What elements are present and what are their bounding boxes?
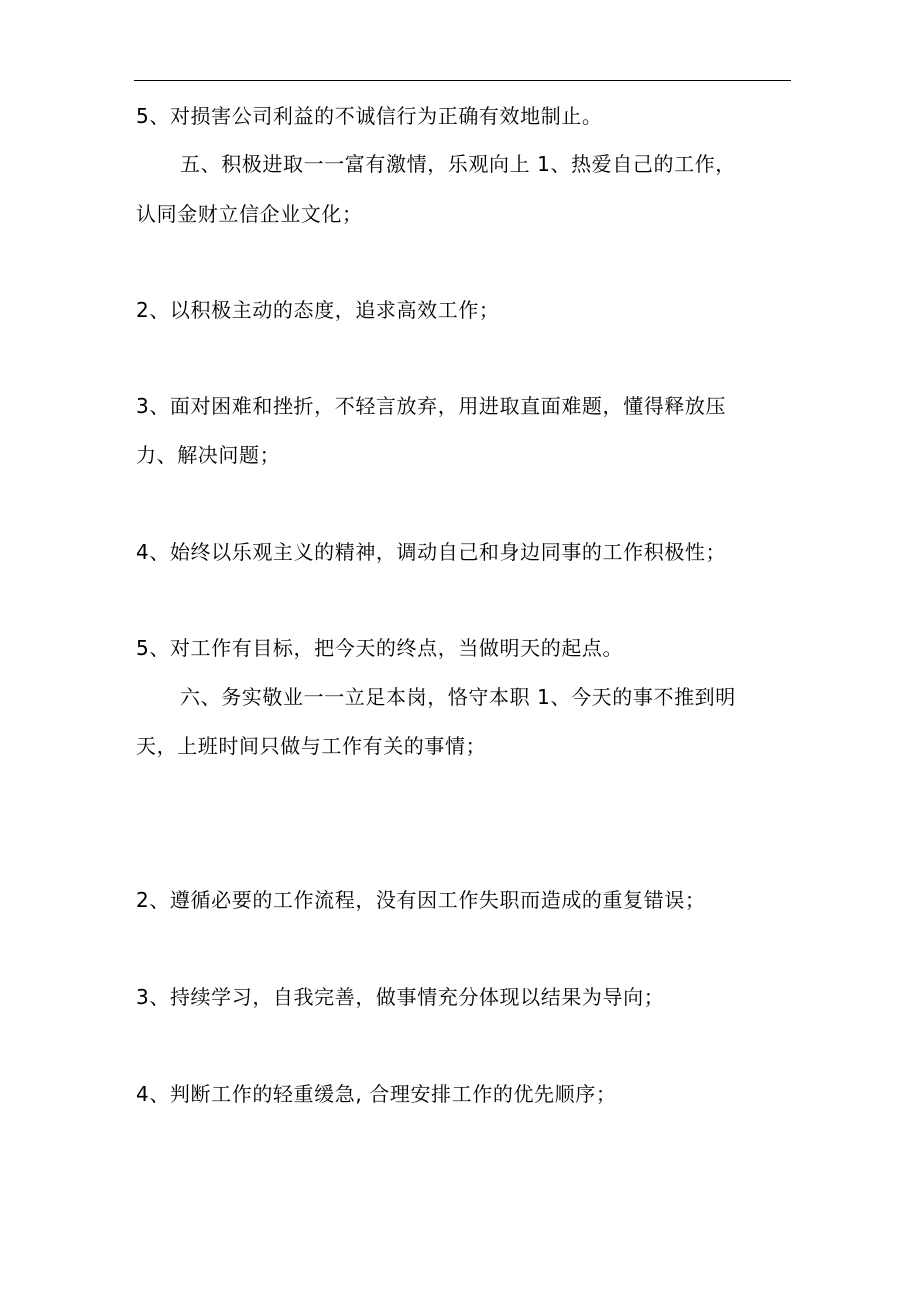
item-5-honesty: 5、对损害公司利益的不诚信行为正确有效地制止。: [136, 104, 603, 128]
header-rule: [134, 80, 791, 81]
section-6-item-1-cont: 天，上班时间只做与工作有关的事情；: [136, 734, 487, 758]
section-6-item-3: 3、持续学习，自我完善，做事情充分体现以结果为导向；: [136, 985, 665, 1009]
section-5-item-4: 4、始终以乐观主义的精神，调动自己和身边同事的工作积极性；: [136, 540, 727, 564]
section-6-item-4: 4、判断工作的轻重缓急, 合理安排工作的优先顺序；: [136, 1082, 617, 1106]
section-5-item-3: 3、面对困难和挫折，不轻言放弃，用进取直面难题，懂得释放压: [136, 394, 727, 418]
section-6-heading: 六、务实敬业一一立足本岗，恪守本职 1、今天的事不推到明: [180, 685, 736, 709]
section-6-item-2: 2、遵循必要的工作流程，没有因工作失职而造成的重复错误；: [136, 888, 706, 912]
section-5-heading: 五、积极进取一一富有激情，乐观向上 1、热爱自己的工作，: [180, 152, 736, 176]
section-5-item-1-cont: 认同金财立信企业文化；: [136, 202, 363, 226]
section-5-item-3-cont: 力、解决问题；: [136, 443, 281, 467]
section-5-item-5: 5、对工作有目标，把今天的终点，当做明天的起点。: [136, 636, 624, 660]
section-5-item-2: 2、以积极主动的态度，追求高效工作；: [136, 298, 500, 322]
